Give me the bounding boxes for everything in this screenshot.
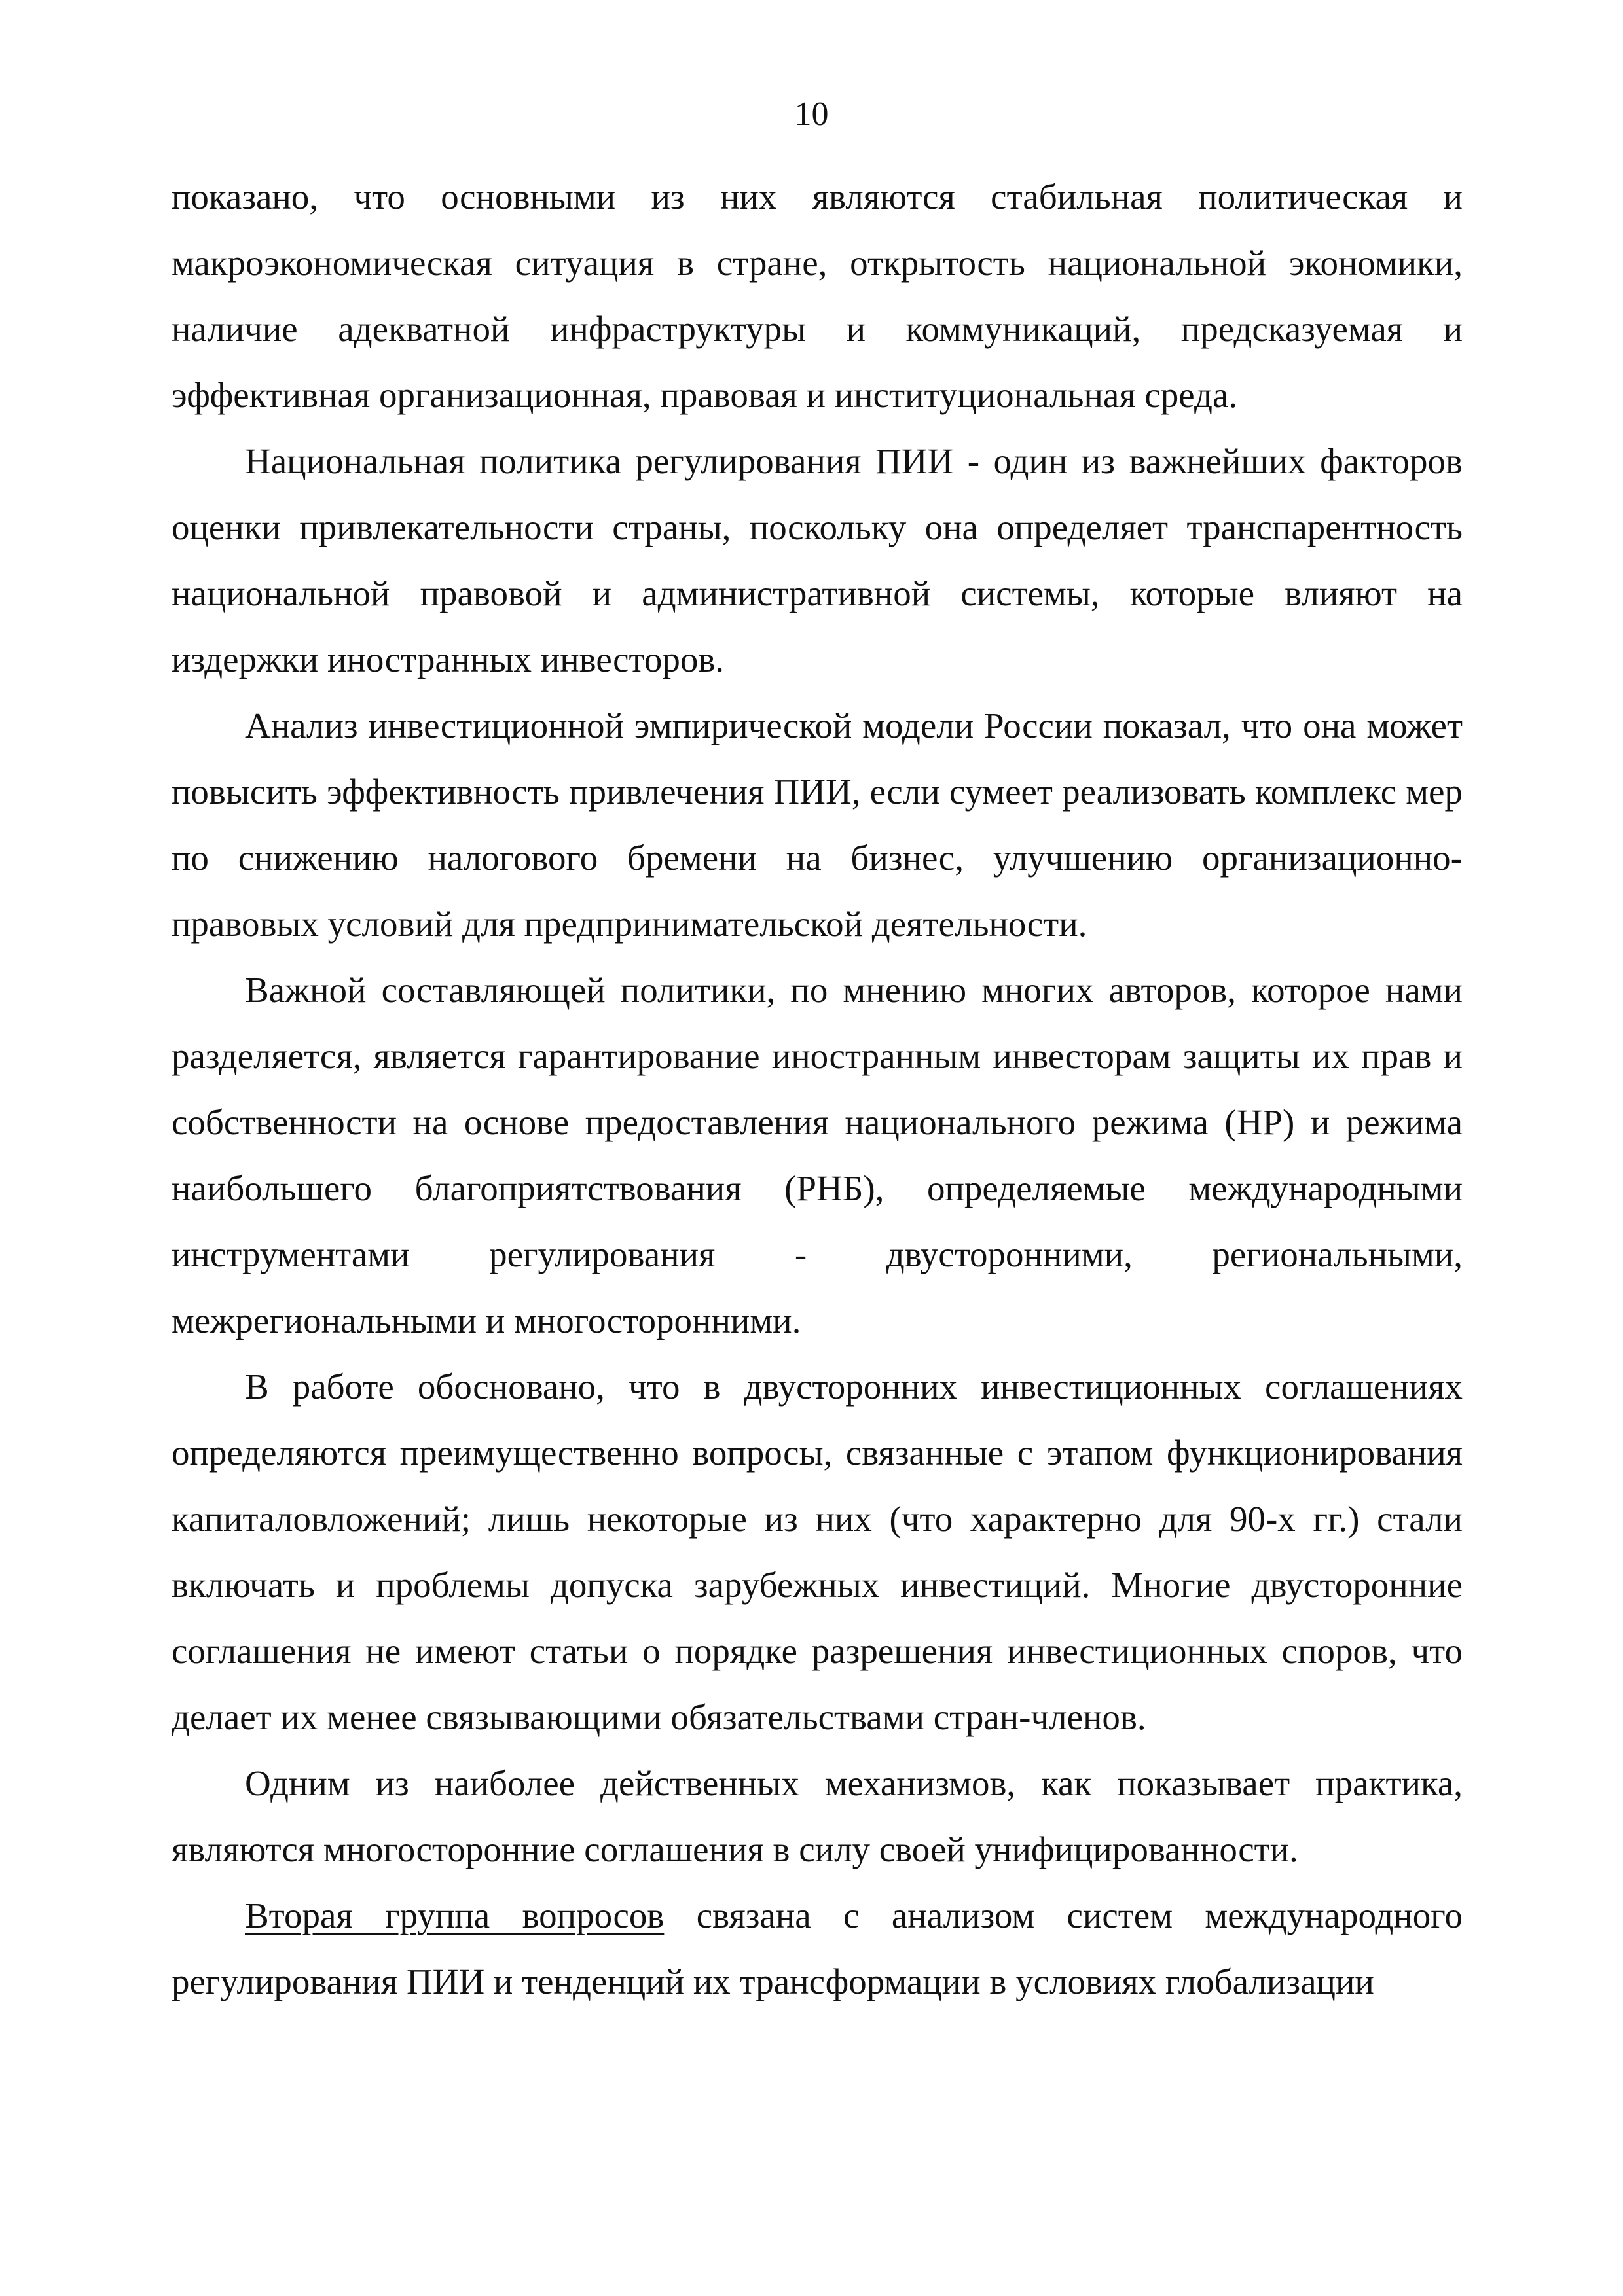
paragraph-second-group-text: связана с анализом систем международного регулирования ПИИ и тенденций их трансформации в условиях глобализации (172, 1895, 1463, 2001)
paragraph-national-policy: Национальная политика регулирования ПИИ - один из важнейших факторов оценки привлекательности страны, поскольку она определяет транспарентность национальной правовой и административной системы, которые влияют на издержки иностранных инвесторов. (172, 441, 1463, 679)
underlined-lead: Вторая группа вопросов (245, 1895, 665, 1935)
paragraph-continuation: показано, что основными из них являются стабильная политическая и макроэкономическая ситуация в стране, открытость национальной экономики, наличие адекватной инфраструктуры и коммуникаций, предсказуемая и эффективная организационная, правовая и институциональная среда. (172, 177, 1463, 415)
paragraph-bilateral-agreements: В работе обосновано, что в двусторонних инвестиционных соглашениях определяются преимущественно вопросы, связанные с этапом функционирования капиталовложений; лишь некоторые из них (что характерно для 90-х гг.) стали включать и проблемы допуска зарубежных инвестиций. Многие двусторонние соглашения не имеют статьи о порядке разрешения инвестиционных споров, что делает их менее связывающими обязательствами стран-членов. (172, 1367, 1463, 1737)
body-text (172, 164, 1463, 2015)
paragraph-multilateral: Одним из наиболее действенных механизмов, как показывает практика, являются многосторонние соглашения в силу своей унифицированности. (172, 1763, 1463, 1869)
paragraph-russia-model: Анализ инвестиционной эмпирической модели России показал, что она может повысить эффективность привлечения ПИИ, если сумеет реализовать комплекс мер по снижению налогового бремени на бизнес, улучшению организационно-правовых условий для предпринимательской деятельности. (172, 706, 1463, 944)
page-number: 10 (794, 96, 829, 133)
paragraph-guarantees: Важной составляющей политики, по мнению многих авторов, которое нами разделяется, является гарантирование иностранным инвесторам защиты их прав и собственности на основе предоставления национального режима (НР) и режима наибольшего благоприятствования (РНБ), определяемые международными инструментами регулирования - двусторонними, региональными, межрегиональными и многосторонними. (172, 970, 1463, 1340)
paragraph-second-group (172, 1882, 1463, 2015)
